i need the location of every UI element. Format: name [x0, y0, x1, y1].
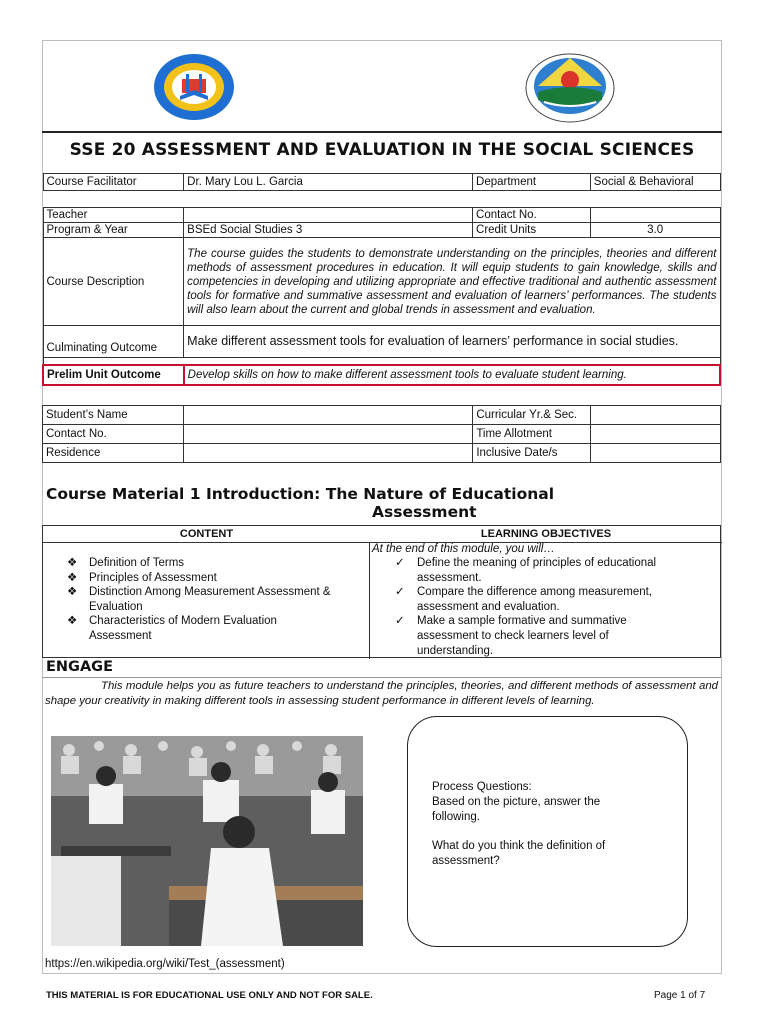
- contact-label: Contact No.: [473, 208, 591, 223]
- content-header: CONTENT: [179, 528, 234, 540]
- course-material-title: [46, 485, 722, 521]
- check-icon: ✓: [395, 615, 405, 628]
- program-label: Program & Year: [43, 223, 184, 238]
- facilitator-value: Dr. Mary Lou L. Garcia: [184, 174, 473, 191]
- list-item: ✓ Define the meaning of principles of educational assessment.: [395, 557, 657, 584]
- teacher-label: Teacher: [43, 208, 184, 223]
- content-objectives-table: [42, 525, 721, 658]
- prelim-label: Prelim Unit Outcome: [43, 365, 184, 385]
- objectives-intro: At the end of this module, you will…: [372, 543, 555, 555]
- content-list: [67, 556, 367, 644]
- process-questions-instruction: Based on the picture, answer the following.: [432, 796, 601, 823]
- residence-label: Residence: [43, 444, 184, 463]
- footer-notice: THIS MATERIAL IS FOR EDUCATIONAL USE ONLY AND NOT FOR SALE.: [46, 990, 373, 1001]
- credit-label: Credit Units: [473, 223, 591, 238]
- teacher-value: [184, 208, 473, 223]
- process-questions-title: Process Questions:: [432, 781, 532, 793]
- curricular-field[interactable]: [591, 406, 721, 425]
- inclusive-dates-label: Inclusive Date/s: [473, 444, 591, 463]
- credit-value: 3.0: [590, 223, 720, 238]
- time-allotment-label: Time Allotment: [473, 425, 591, 444]
- facilitator-label: Course Facilitator: [43, 174, 184, 191]
- description-value: The course guides the students to demonstrate understanding on the principles, theories and different methods of assessment procedures in education. It will equip students to gain knowledge, skills and competencies in developing and utilizing appropriate and effective traditional and authentic assessment tools for formative and summative assessment and evaluation of learners’ performances. The students will also learn about the current and global trends in assessment and evaluation.: [184, 238, 720, 326]
- time-allotment-field[interactable]: [591, 425, 721, 444]
- list-item: ❖ Distinction Among Measurement Assessment & Evaluation: [67, 586, 331, 613]
- diamond-bullet-icon: ❖: [67, 615, 78, 628]
- objectives-list: [395, 556, 715, 658]
- list-item: ✓ Compare the difference among measurement, assessment and evaluation.: [395, 586, 653, 613]
- culminating-label: Culminating Outcome: [43, 326, 184, 358]
- course-material-title-line2: Assessment: [372, 503, 477, 521]
- list-item: ❖ Characteristics of Modern Evaluation Assessment: [67, 615, 277, 642]
- student-contact-field[interactable]: [183, 425, 472, 444]
- college-seal-icon: [152, 52, 236, 122]
- curricular-label: Curricular Yr.& Sec.: [473, 406, 591, 425]
- process-question: What do you think the definition of assessment?: [432, 840, 606, 867]
- course-info-table: [42, 173, 721, 386]
- diamond-bullet-icon: ❖: [67, 571, 78, 584]
- engage-paragraph: This module helps you as future teachers to understand the principles, theories, and different methods of assessment and shape your creativity in making different tools in assessing student performance in different levels of learning.: [45, 680, 718, 707]
- list-item: ❖ Definition of Terms: [67, 557, 185, 569]
- city-seal-icon: [524, 52, 616, 124]
- header-rule: [42, 131, 722, 133]
- check-icon: ✓: [395, 557, 405, 569]
- objectives-header: LEARNING OBJECTIVES: [480, 528, 612, 540]
- description-label: Course Description: [43, 238, 184, 326]
- classroom-photo: [51, 736, 363, 946]
- engage-heading: ENGAGE: [46, 659, 113, 675]
- prelim-value: Develop skills on how to make different assessment tools to evaluate student learning.: [184, 365, 720, 385]
- department-value: Social & Behavioral: [590, 174, 720, 191]
- student-name-field[interactable]: [183, 406, 472, 425]
- diamond-bullet-icon: ❖: [67, 586, 78, 599]
- page-title: SSE 20 ASSESSMENT AND EVALUATION IN THE SOCIAL SCIENCES: [69, 140, 695, 160]
- student-info-table: [42, 405, 721, 463]
- image-caption[interactable]: https://en.wikipedia.org/wiki/Test_(assessment): [45, 958, 285, 970]
- student-name-label: Student’s Name: [43, 406, 184, 425]
- page-number: Page 1 of 7: [654, 990, 706, 1001]
- contact-value: [590, 208, 720, 223]
- list-item: ❖ Principles of Assessment: [67, 571, 217, 584]
- list-item: ✓ Make a sample formative and summative assessment to check learners level of understanding.: [395, 615, 627, 657]
- program-value: BSEd Social Studies 3: [184, 223, 473, 238]
- department-label: Department: [473, 174, 591, 191]
- process-questions-box: [407, 716, 688, 947]
- culminating-value: Make different assessment tools for evaluation of learners’ performance in social studies.: [184, 326, 720, 358]
- inclusive-dates-field[interactable]: [591, 444, 721, 463]
- diamond-bullet-icon: ❖: [67, 557, 78, 569]
- residence-field[interactable]: [183, 444, 472, 463]
- course-material-title-line1: Course Material 1 Introduction: The Nature of Educational: [46, 485, 555, 503]
- check-icon: ✓: [395, 586, 405, 599]
- student-contact-label: Contact No.: [43, 425, 184, 444]
